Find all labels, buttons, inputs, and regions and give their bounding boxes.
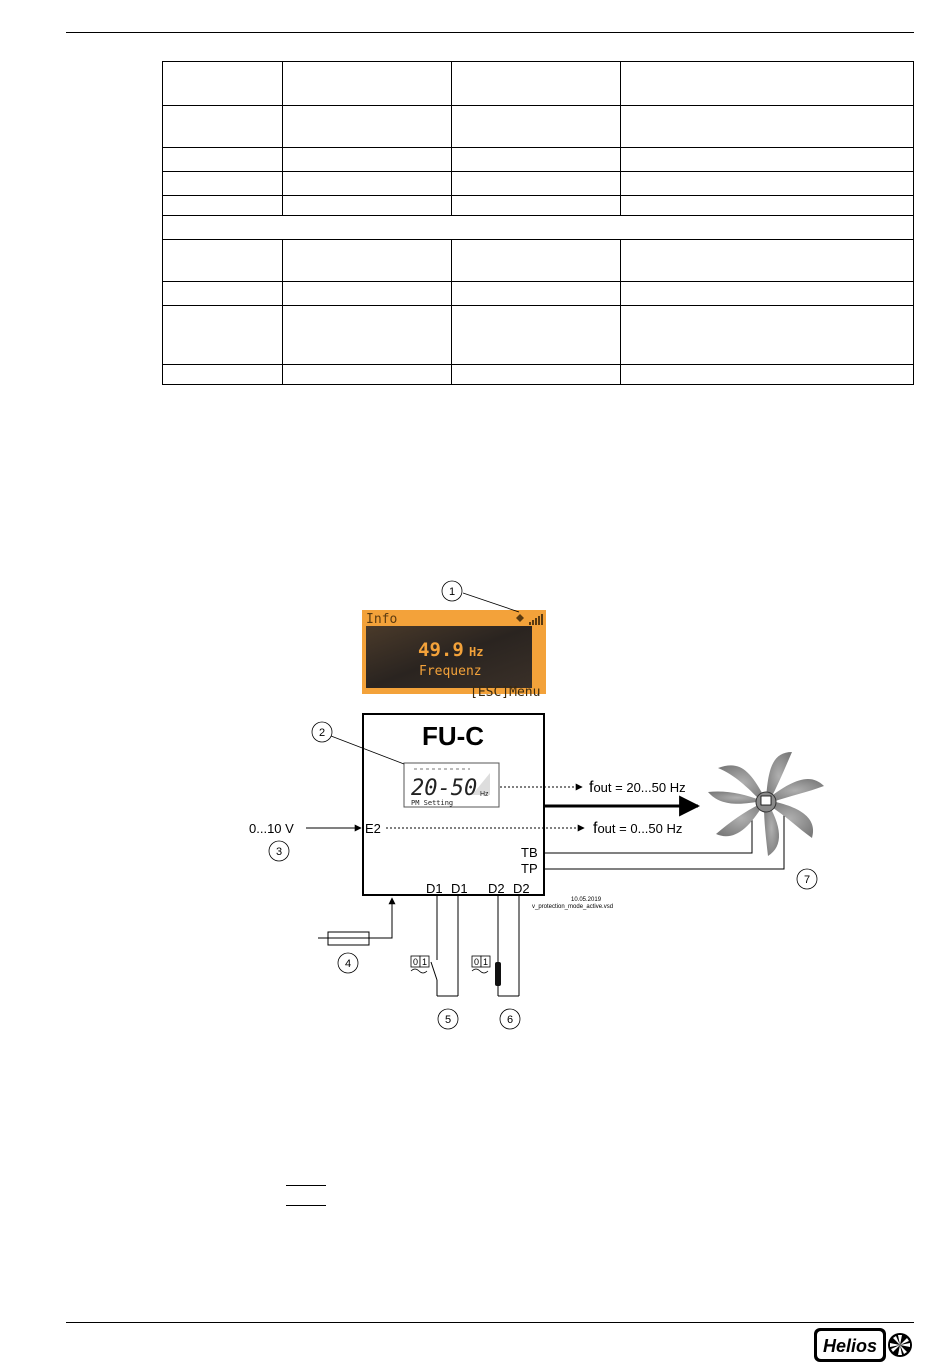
device-name: FU-C [421, 721, 485, 751]
fan-star-icon [890, 1335, 910, 1355]
diagram-file: v_protection_mode_active.vsd [532, 904, 614, 910]
svg-text:7: 7 [803, 874, 811, 886]
terminal-d1-a: D1 [426, 881, 443, 896]
input-voltage-label: 0...10 V [249, 821, 294, 836]
svg-text:0: 0 [473, 957, 480, 967]
svg-text:2: 2 [318, 727, 326, 739]
diagram-date: 10.05.2019 [571, 897, 602, 903]
lcd-display [362, 610, 546, 700]
text-rule [286, 1205, 326, 1206]
svg-text:Helios: Helios [822, 1336, 878, 1356]
helios-logo [814, 1327, 913, 1364]
mini-display [404, 763, 499, 807]
switch-indicator-d1 [411, 956, 429, 973]
svg-text:5: 5 [444, 1014, 452, 1026]
svg-text:1: 1 [448, 586, 456, 598]
mini-display-caption: PM Setting [411, 799, 454, 807]
lcd-footer: [ESC]Menu [470, 685, 541, 700]
svg-text:4: 4 [344, 958, 352, 970]
text-rule [286, 1185, 326, 1186]
terminal-tb: TB [521, 845, 538, 860]
svg-text:3: 3 [275, 846, 283, 858]
svg-text:0: 0 [412, 957, 419, 967]
footer-rule [66, 1322, 914, 1323]
terminal-d1-b: D1 [451, 881, 468, 896]
terminal-d2-b: D2 [513, 881, 530, 896]
switch-contact [431, 962, 437, 980]
terminal-e2: E2 [365, 821, 381, 836]
lcd-value: 49.9 [418, 639, 464, 661]
lcd-unit: Hz [469, 645, 484, 659]
thermistor-symbol [495, 962, 501, 986]
output-frequency-2: fout = 0...50 Hz [593, 820, 683, 837]
lcd-title: Info [366, 612, 398, 627]
terminal-tp: TP [521, 861, 538, 876]
lcd-label: Frequenz [419, 664, 482, 679]
svg-text:6: 6 [506, 1014, 514, 1026]
switch-indicator-d2 [472, 956, 490, 973]
svg-text:1: 1 [482, 957, 489, 967]
terminal-d2-a: D2 [488, 881, 505, 896]
output-frequency-1: fout = 20...50 Hz [589, 779, 686, 796]
fan-image [708, 752, 824, 856]
svg-text:1: 1 [421, 957, 428, 967]
mini-display-value: 20-50 [411, 776, 478, 801]
mini-display-unit: Hz [480, 791, 489, 798]
